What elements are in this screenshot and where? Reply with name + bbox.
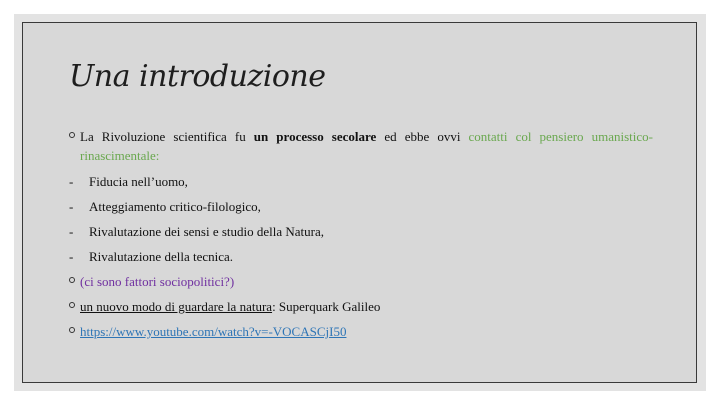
bullet-video bbox=[69, 297, 653, 316]
dash-icon: - bbox=[69, 249, 74, 264]
bullet-link bbox=[69, 322, 653, 341]
circle-bullet-icon bbox=[69, 277, 75, 283]
sociopolitical-text: (ci sono fattori sociopolitici?) bbox=[80, 274, 235, 289]
bullet-intro bbox=[69, 127, 653, 165]
intro-green-text: contatti col pensiero umanistico-rinascimentale: bbox=[80, 129, 653, 163]
slide bbox=[22, 22, 697, 383]
circle-bullet-icon bbox=[69, 132, 75, 138]
intro-bold-text: un processo secolare bbox=[253, 129, 377, 144]
circle-bullet-icon bbox=[69, 327, 75, 333]
circle-bullet-icon bbox=[69, 302, 75, 308]
dash-item-text: Rivalutazione dei sensi e studio della Natura, bbox=[89, 224, 325, 239]
intro-text: La Rivoluzione scientifica fu bbox=[80, 129, 254, 144]
dash-item bbox=[69, 247, 653, 266]
video-underlined-text: un nuovo modo di guardare la natura bbox=[80, 299, 273, 314]
dash-icon: - bbox=[69, 224, 74, 239]
video-rest-text: : Superquark Galileo bbox=[272, 299, 381, 314]
dash-item bbox=[69, 197, 653, 216]
dash-icon: - bbox=[69, 199, 74, 214]
slide-title: Una introduzione bbox=[69, 59, 326, 94]
dash-item bbox=[69, 222, 653, 241]
youtube-link[interactable]: https://www.youtube.com/watch?v=-VOCASCjI50 bbox=[80, 324, 347, 339]
dash-item-text: Rivalutazione della tecnica. bbox=[89, 249, 234, 264]
dash-item bbox=[69, 172, 653, 191]
slide-body bbox=[69, 127, 653, 341]
dash-icon: - bbox=[69, 174, 74, 189]
intro-text-2: ed ebbe ovvi bbox=[376, 129, 469, 144]
dash-item-text: Atteggiamento critico-filologico, bbox=[89, 199, 261, 214]
dash-item-text: Fiducia nell’uomo, bbox=[89, 174, 188, 189]
bullet-sociopolitical bbox=[69, 272, 653, 291]
